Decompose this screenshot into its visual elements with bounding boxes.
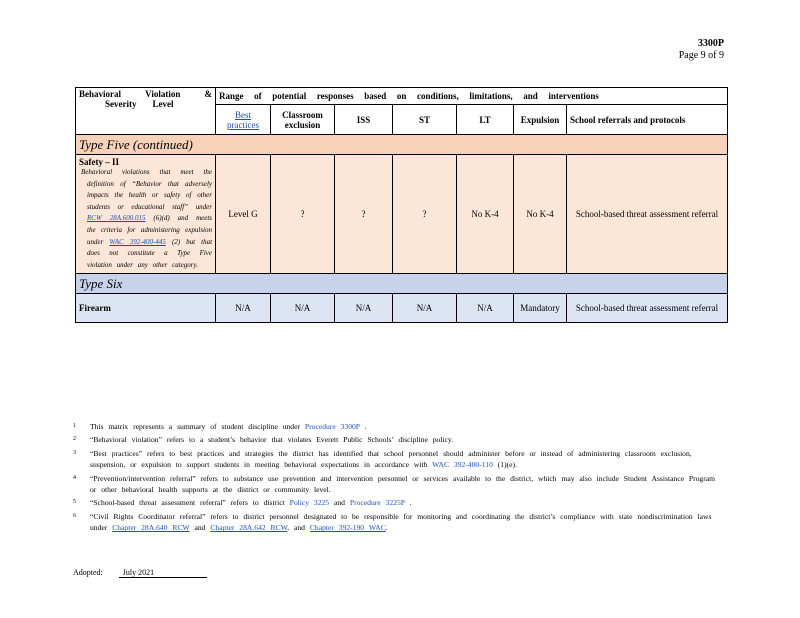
safety-st-cell: ?	[393, 155, 457, 274]
footnote-5: 5 “School-based threat assessment referral” refers to district Policy 3225 and Procedure 3225P .	[73, 498, 412, 508]
safety-ii-title: Safety – II	[79, 157, 119, 167]
lt-header: LT	[457, 105, 514, 135]
safety-expulsion-cell: No K-4	[514, 155, 567, 274]
chapter-28a640-link[interactable]: Chapter 28A.640 RCW	[112, 523, 190, 533]
firearm-label: Firearm	[76, 294, 216, 323]
type-six-label: Type Six	[76, 274, 728, 294]
firearm-st-cell: N/A	[393, 294, 457, 323]
footnote-4: 4 “Prevention/intervention referral” refers to substance use prevention and intervention personnel or services available to the district, which may also include Student Assistance Program or other behavioral health supports at the district or community level.	[73, 473, 716, 495]
adopted-date: July 2021	[119, 568, 207, 578]
adopted-line	[73, 568, 207, 578]
st-header: ST	[393, 105, 457, 135]
page-number: Page 9 of 9	[678, 50, 724, 61]
classroom-exclusion-header: Classroom exclusion	[271, 105, 335, 135]
firearm-row	[76, 294, 728, 323]
type-six-row	[76, 274, 728, 294]
safety-iss-cell: ?	[335, 155, 393, 274]
range-header: Range of potential responses based on conditions, limitations, and interventions	[216, 88, 728, 105]
chapter-28a642-link[interactable]: Chapter 28A.642 RCW	[210, 523, 288, 533]
school-referrals-header: School referrals and protocols	[567, 105, 728, 135]
discipline-matrix-table	[75, 87, 728, 323]
procedure-3300p-link[interactable]: Procedure 3300P	[304, 422, 360, 431]
header-row-1	[76, 88, 728, 105]
wac-link[interactable]: WAC 392-400-445	[109, 237, 166, 246]
firearm-lt-cell: N/A	[457, 294, 514, 323]
best-practices-header[interactable]: Best practices	[216, 105, 271, 135]
procedure-3225p-link[interactable]: Procedure 3225P	[349, 498, 405, 508]
safety-ii-row	[76, 155, 728, 274]
firearm-classroom-cell: N/A	[271, 294, 335, 323]
type-five-label: Type Five (continued)	[76, 135, 728, 155]
safety-ii-description: Safety – II Behavioral violations that meet the definition of “Behavior that adversely impacts the health or safety of other students or educational staff” under RCW 28A.600.015 (6)(d) and meets the criteria for administering expulsion under WAC 392-400-445 (2) but that does not constitute a Type Five violation under any other category.	[76, 155, 216, 274]
wac-392-400-110-link[interactable]: WAC 392-400-110	[432, 460, 493, 470]
expulsion-header: Expulsion	[514, 105, 567, 135]
firearm-expulsion-cell: Mandatory	[514, 294, 567, 323]
page-header	[679, 38, 724, 62]
safety-lt-cell: No K-4	[457, 155, 514, 274]
behavior-column-header: Behavioral Violation & Severity Level	[76, 88, 216, 135]
firearm-school-cell: School-based threat assessment referral	[567, 294, 728, 323]
footnote-2: 2 “Behavioral violation” refers to a student’s behavior that violates Everett Public Schools’ discipline policy.	[73, 435, 454, 445]
policy-3225-link[interactable]: Policy 3225	[289, 498, 330, 508]
chapter-392-190-link[interactable]: Chapter 392-190 WAC	[309, 523, 386, 533]
footnote-1: 1 This matrix represents a summary of student discipline under Procedure 3300P .	[73, 422, 367, 431]
safety-best-cell: Level G	[216, 155, 271, 274]
iss-header: ISS	[335, 105, 393, 135]
safety-classroom-cell: ?	[271, 155, 335, 274]
footnotes	[73, 421, 723, 536]
firearm-best-cell: N/A	[216, 294, 271, 323]
safety-school-cell: School-based threat assessment referral	[567, 155, 728, 274]
rcw-link[interactable]: RCW 28A.600.015	[87, 214, 146, 223]
footnote-6: 6 “Civil Rights Coordinator referral” refers to district personnel designated to be responsible for monitoring and coordinating the district’s compliance with state nondiscrimination laws under Chapter 28A.640 RCW and Chapter 28A.642 RCW, and Chapter 392-190 WAC.	[73, 511, 712, 533]
firearm-iss-cell: N/A	[335, 294, 393, 323]
procedure-code: 3300P	[697, 38, 724, 49]
adopted-label: Adopted:	[73, 568, 103, 577]
footnote-3: 3 “Best practices” refers to best practices and strategies the district has identified that school personnel should administer before or instead of administering classroom exclusion, suspension, or expulsion to support students in meeting behavioral expectations in accordance with WAC 392-400-110 (1)(e).	[73, 448, 692, 470]
type-five-row	[76, 135, 728, 155]
